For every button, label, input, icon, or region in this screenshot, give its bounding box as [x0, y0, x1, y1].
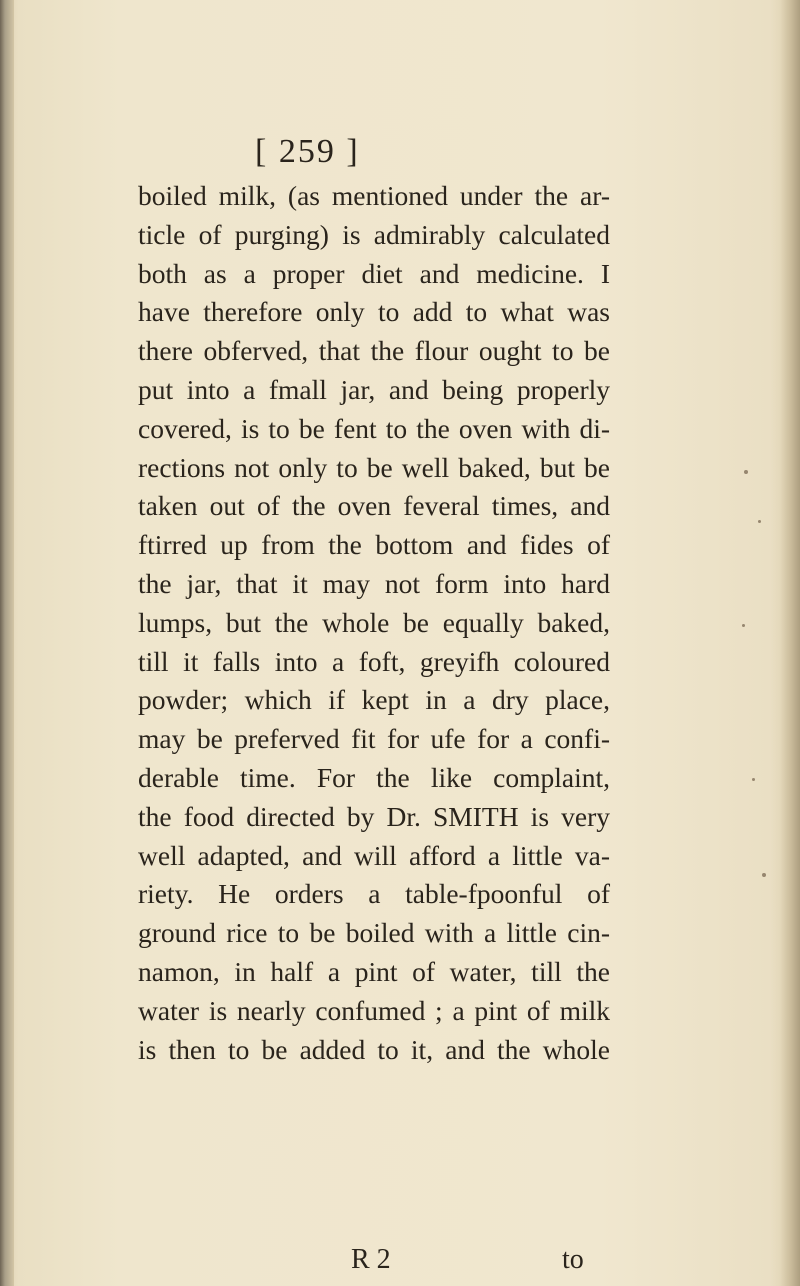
- ink-spot: [762, 873, 766, 877]
- text-line: namon, in half a pint of water, till the: [138, 955, 610, 987]
- text-line: the jar, that it may not form into hard: [138, 567, 610, 599]
- text-line: may be preferved fit for ufe for a confi-: [138, 723, 610, 755]
- text-line: ticle of purging) is admirably calculated: [138, 218, 610, 250]
- page-edge-shadow: [780, 0, 800, 1286]
- text-line: the food directed by Dr. SMITH is very: [138, 800, 610, 832]
- text-line: rections not only to be well baked, but be: [138, 451, 610, 483]
- page-gutter-shadow: [0, 0, 14, 1286]
- text-line: is then to be added to it, and the whole: [138, 1033, 610, 1065]
- ink-spot: [744, 470, 748, 474]
- text-line: ftirred up from the bottom and fides of: [138, 529, 610, 561]
- text-line: both as a proper diet and medicine. I: [138, 257, 610, 289]
- text-line: boiled milk, (as mentioned under the ar-: [138, 180, 610, 211]
- text-line: till it falls into a foft, greyifh coloured: [138, 645, 610, 677]
- ink-spot: [752, 778, 755, 781]
- text-line: lumps, but the whole be equally baked,: [138, 606, 610, 638]
- text-line: have therefore only to add to what was: [138, 296, 610, 328]
- text-line: riety. He orders a table-fpoonful of: [138, 878, 610, 910]
- body-text: [138, 177, 610, 1069]
- catchword: to: [562, 1244, 584, 1275]
- signature-mark: R 2: [351, 1244, 391, 1275]
- text-line: well adapted, and will afford a little va-: [138, 839, 610, 871]
- text-line: put into a fmall jar, and being properly: [138, 373, 610, 405]
- text-line: there obferved, that the flour ought to be: [138, 335, 610, 367]
- text-line: taken out of the oven feveral times, and: [138, 490, 610, 522]
- text-line: derable time. For the like complaint,: [138, 761, 610, 793]
- text-line: ground rice to be boiled with a little cin-: [138, 917, 610, 949]
- text-line: powder; which if kept in a dry place,: [138, 684, 610, 716]
- page-number-header: [ 259 ]: [255, 133, 360, 170]
- ink-spot: [758, 520, 761, 523]
- text-line: water is nearly confumed ; a pint of milk: [138, 994, 610, 1026]
- text-line: covered, is to be fent to the oven with di-: [138, 412, 610, 444]
- ink-spot: [742, 624, 745, 627]
